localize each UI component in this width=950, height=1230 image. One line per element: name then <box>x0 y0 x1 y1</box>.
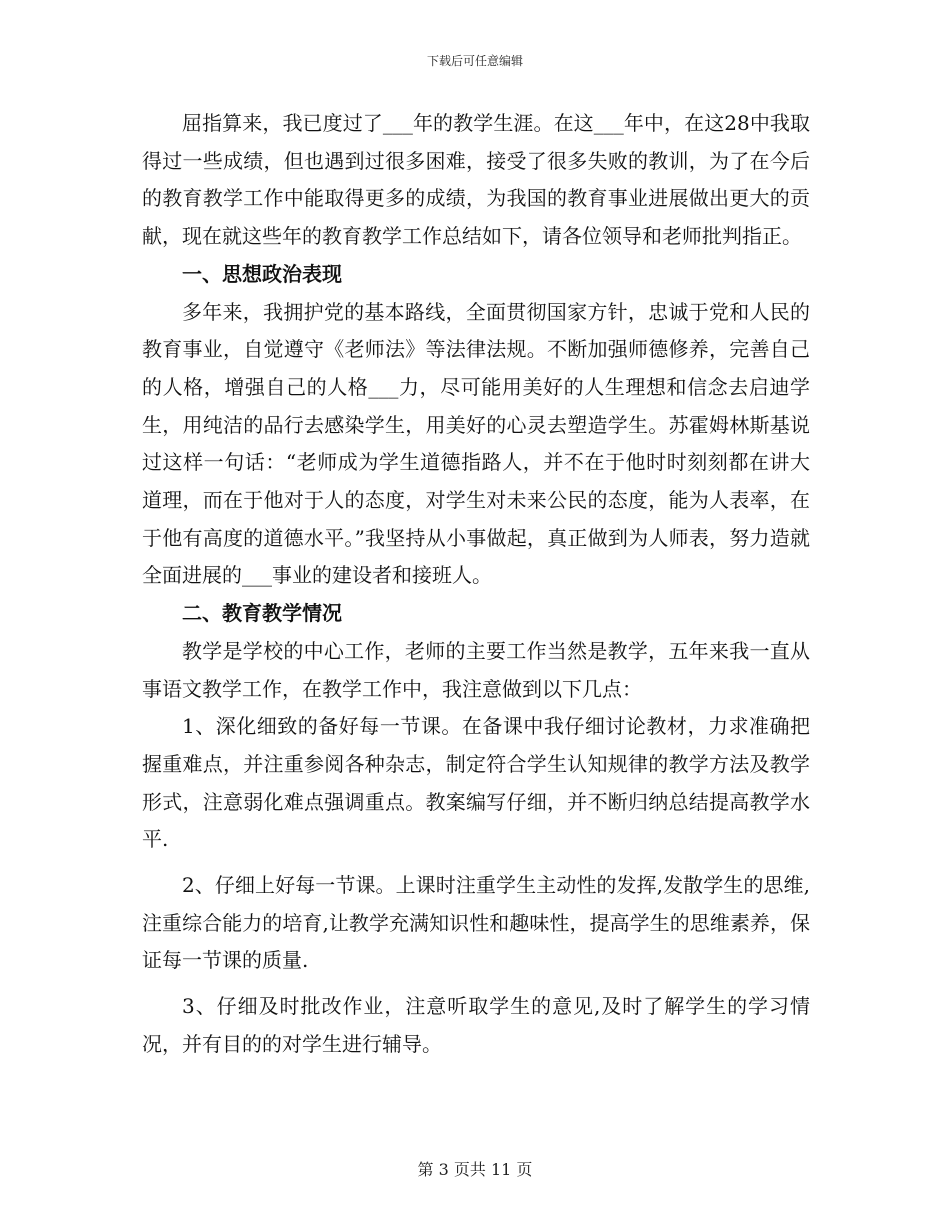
intro-paragraph: 屈指算来，我已度过了___年的教学生涯。在这___年中，在这28中我取得过一些成绩，但也遇到过很多困难，接受了很多失败的教训，为了在今后的教育教学工作中能取得更多的成绩，为我国的教育事业进展做出更大的贡献，现在就这些年的教育教学工作总结如下，请各位领导和老师批判指正。 <box>142 111 810 249</box>
teaching-point-2: 2、仔细上好每一节课。上课时注重学生主动性的发挥,发散学生的思维,注重综合能力的培育,让教学充满知识性和趣味性，提高学生的思维素养，保证每一节课的质量. <box>142 873 810 973</box>
teaching-intro-paragraph: 教学是学校的中心工作，老师的主要工作当然是教学，五年来我一直从事语文教学工作，在教学工作中，我注意做到以下几点： <box>142 638 810 701</box>
ideology-paragraph: 多年来，我拥护党的基本路线，全面贯彻国家方针，忠诚于党和人民的教育事业，自觉遵守《老师法》等法律法规。不断加强师德修养，完善自己的人格，增强自己的人格___力，尽可能用美好的人生理想和信念去启迪学生，用纯洁的品行去感染学生，用美好的心灵去塑造学生。苏霍姆林斯基说过这样一句话：“老师成为学生道德指路人，并不在于他时时刻刻都在讲大道理，而在于他对于人的态度，对学生对未来公民的态度，能为人表率，在于他有高度的道德水平。”我坚持从小事做起，真正做到为人师表，努力造就全面进展的___事业的建设者和接班人。 <box>142 299 810 588</box>
page-footer: 第 3 页共 11 页 <box>417 1160 533 1179</box>
page-header: 下载后可任意编辑 <box>426 54 523 68</box>
section-heading-ideology: 一、思想政治表现 <box>182 261 342 286</box>
section-heading-teaching: 二、教育教学情况 <box>182 601 342 626</box>
teaching-point-3: 3、仔细及时批改作业，注意听取学生的意见,及时了解学生的学习情况，并有目的的对学生进行辅导。 <box>142 994 810 1056</box>
document-body <box>142 105 810 1064</box>
teaching-point-1: 1、深化细致的备好每一节课。在备课中我仔细讨论教材，力求准确把握重难点，并注重参阅各种杂志，制定符合学生认知规律的教学方法及教学形式，注意弱化难点强调重点。教案编写仔细，并不断归纳总结提高教学水平. <box>142 714 810 852</box>
